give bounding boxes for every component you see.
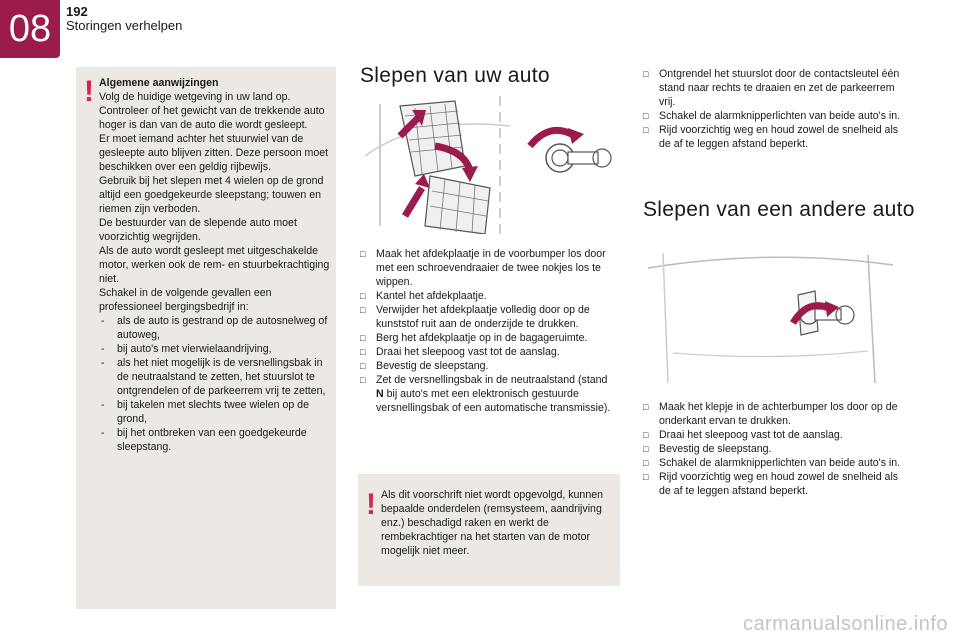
rear-bumper-illustration (643, 243, 901, 383)
general-instructions-box (76, 67, 336, 609)
step-item: □ Bevestig de sleepstang. (643, 442, 905, 456)
step-item: □ Berg het afdekplaatje op in de bagageruimte. (360, 331, 618, 345)
general-instructions-text (99, 76, 331, 454)
tow-own-steps-continued (643, 67, 905, 151)
instruction-paragraph: Controleer of het gewicht van de trekkende auto hoger is dan van de auto die wordt gesleept. (99, 105, 325, 131)
step-item: □ Schakel de alarmknipperlichten van beide auto's in. (643, 109, 905, 123)
step-text: Zet de versnellingsbak in de neutraalstand (stand (376, 374, 608, 386)
instruction-paragraph: Er moet iemand achter het stuurwiel van de gesleepte auto blijven zitten. Deze persoon moet beschikken over een geldig rijbewijs. (99, 133, 329, 173)
list-item: - bij auto's met vierwielaandrijving, (99, 342, 331, 356)
step-item: □ Rijd voorzichtig weg en houd zowel de snelheid als de af te leggen afstand beperkt. (643, 470, 905, 498)
watermark: carmanualsonline.info (742, 613, 948, 635)
caution-note-box (358, 474, 620, 586)
step-item: □ Maak het klepje in de achterbumper los door op de onderkant ervan te drukken. (643, 400, 905, 428)
step-text: bij auto's met een elektronisch gestuurde versnellingsbak of een automatische transmissie). (376, 388, 611, 414)
instruction-paragraph: Gebruik bij het slepen met 4 wielen op de grond altijd een goedgekeurde sleepstang; touwen en riemen zijn verboden. (99, 175, 324, 215)
step-item: □ Draai het sleepoog vast tot de aanslag. (360, 345, 618, 359)
page-number: 192 (66, 4, 88, 19)
step-item: □ Kantel het afdekplaatje. (360, 289, 618, 303)
section-title: Storingen verhelpen (66, 18, 183, 33)
list-item: - bij het ontbreken van een goedgekeurde sleepstang. (99, 426, 331, 454)
step-item: □ Draai het sleepoog vast tot de aanslag. (643, 428, 905, 442)
step-item: □ Maak het afdekplaatje in de voorbumper los door met een schroevendraaier de twee nokjes los te wippen. (360, 247, 618, 289)
tow-own-car-heading: Slepen van uw auto (360, 64, 550, 87)
general-instructions-title: Algemene aanwijzingen (99, 77, 219, 89)
tow-other-car-heading: Slepen van een andere auto (643, 198, 915, 221)
tow-own-steps (360, 247, 618, 415)
step-item: □ Rijd voorzichtig weg en houd zowel de snelheid als de af te leggen afstand beperkt. (643, 123, 905, 151)
warning-icon: ! (366, 488, 376, 521)
list-item: - als het niet mogelijk is de versnellingsbak in de neutraalstand te zetten, het stuurslot te ontgrendelen of de parkeerrem vrij te zetten, (99, 356, 331, 398)
chapter-number: 08 (8, 7, 52, 50)
step-item: □ Verwijder het afdekplaatje volledig door op de kunststof ruit aan de onderzijde te drukken. (360, 303, 618, 331)
instruction-paragraph: Volg de huidige wetgeving in uw land op. (99, 91, 291, 103)
chapter-tab (0, 0, 60, 58)
gear-position-n: N (376, 388, 384, 400)
step-item: □ Schakel de alarmknipperlichten van beide auto's in. (643, 456, 905, 470)
caution-note-text: Als dit voorschrift niet wordt opgevolgd, kunnen bepaalde onderdelen (remsysteem, aandrijving enz.) beschadigd raken en werkt de rembekrachtiger na het starten van de motor mogelijk niet meer. (381, 489, 604, 557)
step-item: □ Ontgrendel het stuurslot door de contactsleutel één stand naar rechts te draaien en zet de parkeerrem vrij. (643, 67, 905, 109)
instruction-paragraph: Als de auto wordt gesleept met uitgeschakelde motor, werken ook de rem- en stuurbekrachtiging niet. (99, 245, 330, 285)
professional-cases-list (99, 314, 331, 454)
step-item (360, 373, 618, 415)
warning-icon: ! (84, 75, 94, 108)
list-item: - als de auto is gestrand op de autosnelweg of autoweg, (99, 314, 331, 342)
list-item: - bij takelen met slechts twee wielen op de grond, (99, 398, 331, 426)
instruction-paragraph: De bestuurder van de slepende auto moet voorzichtig wegrijden. (99, 217, 297, 243)
instruction-paragraph: Schakel in de volgende gevallen een professioneel bergingsbedrijf in: (99, 287, 272, 313)
tow-other-steps (643, 400, 905, 498)
front-bumper-illustration (360, 96, 618, 234)
step-item: □ Bevestig de sleepstang. (360, 359, 618, 373)
